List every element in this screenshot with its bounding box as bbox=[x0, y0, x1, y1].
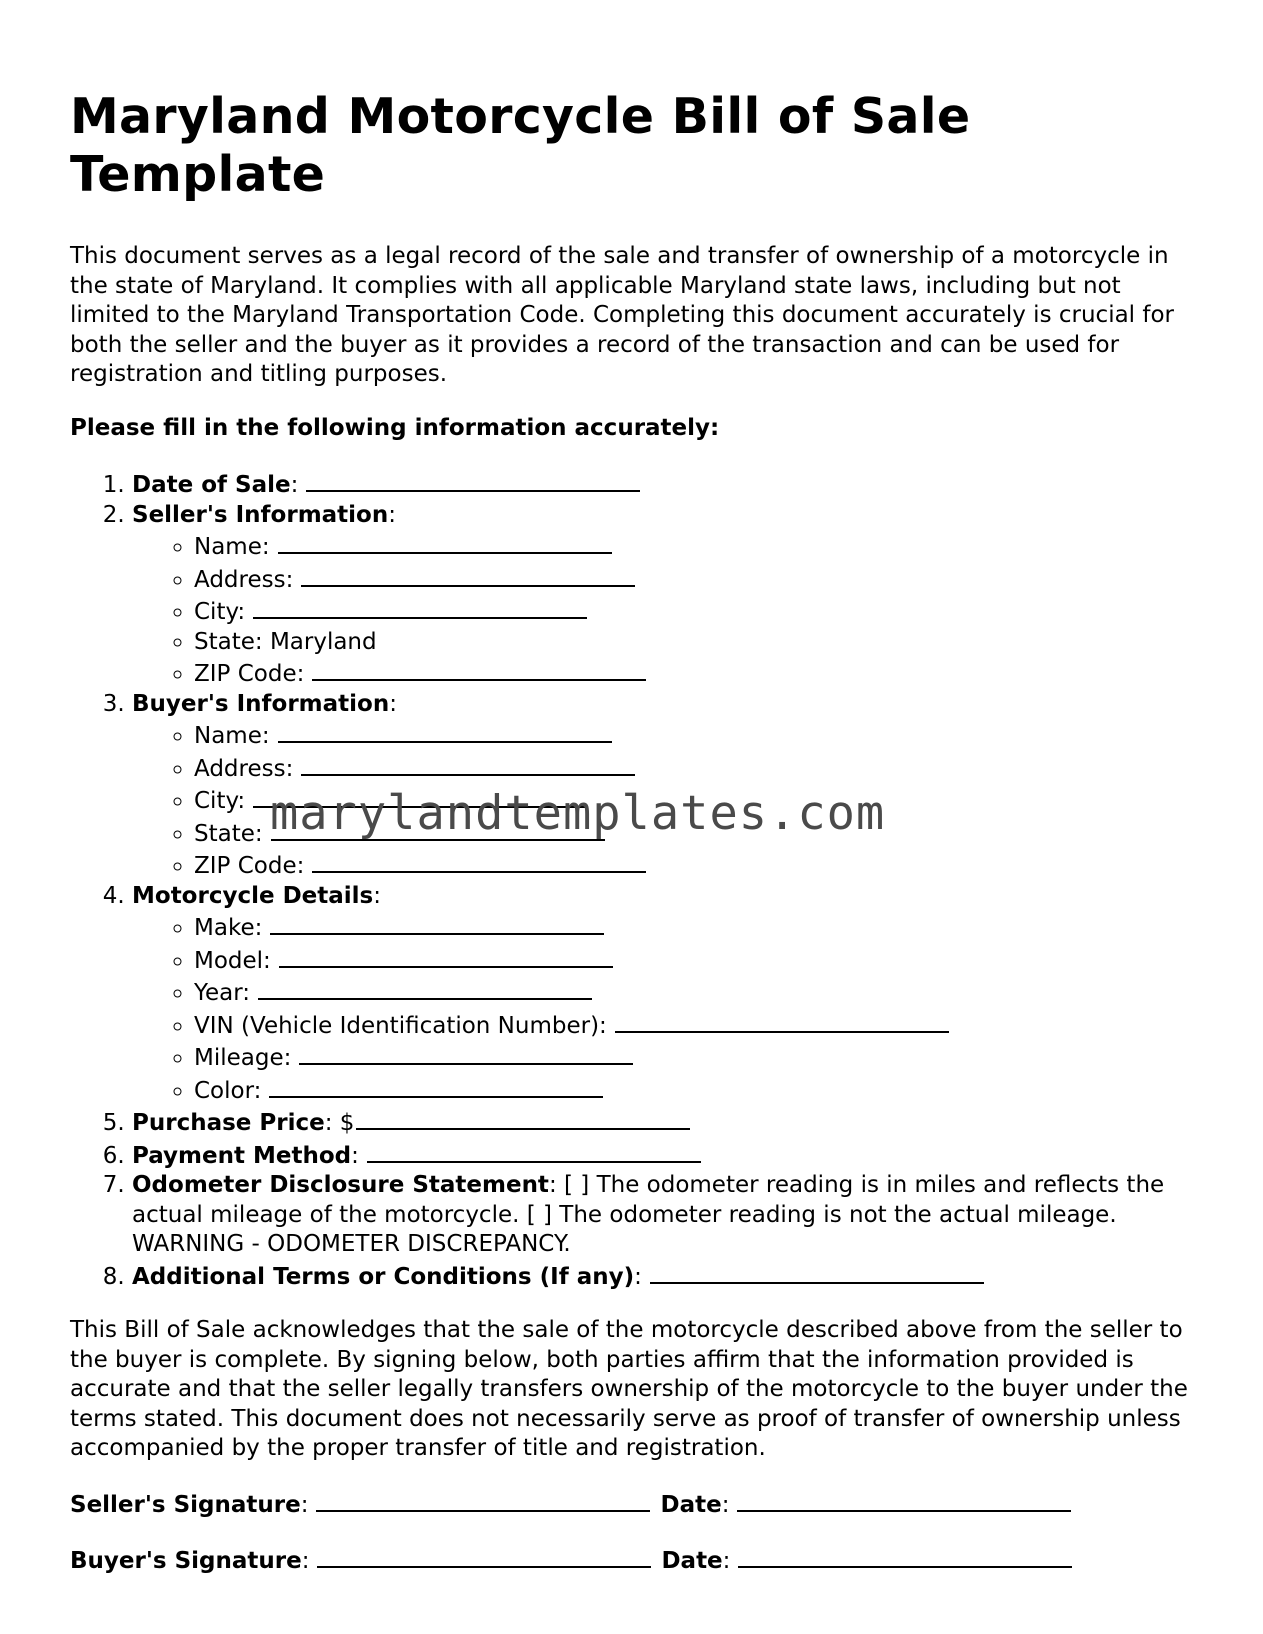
seller-address-item bbox=[194, 563, 1200, 596]
color-field[interactable] bbox=[269, 1074, 603, 1098]
buyer-state-label: State: bbox=[194, 820, 263, 847]
seller-city-field[interactable] bbox=[253, 595, 587, 619]
make-label: Make: bbox=[194, 915, 263, 941]
seller-zip-item bbox=[194, 657, 1200, 690]
purchase-price-field[interactable] bbox=[356, 1106, 690, 1130]
seller-signature-row: Seller's Signature: Date: bbox=[70, 1488, 1200, 1521]
seller-city-label: City: bbox=[194, 599, 246, 625]
page-title: Maryland Motorcycle Bill of Sale Template bbox=[70, 88, 971, 203]
form-list bbox=[70, 468, 1200, 1292]
additional-terms-field[interactable] bbox=[650, 1260, 984, 1284]
seller-signature-label: Seller's Signature bbox=[70, 1491, 301, 1518]
buyer-address-field[interactable] bbox=[301, 752, 635, 776]
buyer-date-field[interactable] bbox=[738, 1544, 1072, 1568]
list-item-buyer-info: 3. Buyer's Information: ◦ Name: ◦ Address: ◦ City: ◦ State: ◦ ZIP Code: bbox=[132, 690, 1200, 882]
vin-field[interactable] bbox=[615, 1009, 949, 1033]
payment-method-label: Payment Method bbox=[132, 1142, 352, 1169]
additional-terms-label: Additional Terms or Conditions (If any) bbox=[132, 1263, 635, 1290]
seller-address-field[interactable] bbox=[301, 563, 635, 587]
seller-city-item bbox=[194, 595, 1200, 628]
mileage-label: Mileage: bbox=[194, 1045, 292, 1071]
buyer-city-label: City: bbox=[194, 788, 246, 814]
watermark-text: marylandtemplates.com bbox=[270, 786, 886, 841]
buyer-zip-label: ZIP Code: bbox=[194, 853, 305, 879]
vin-item bbox=[194, 1009, 1200, 1042]
seller-name-field[interactable] bbox=[278, 530, 612, 554]
seller-name-label: Name: bbox=[194, 534, 270, 560]
buyer-date-label: Date bbox=[661, 1548, 723, 1574]
buyer-name-field[interactable] bbox=[278, 719, 612, 743]
seller-name-item bbox=[194, 530, 1200, 563]
seller-info-list bbox=[132, 530, 1200, 690]
seller-zip-field[interactable] bbox=[312, 657, 646, 681]
seller-state-label: State: Maryland bbox=[194, 628, 377, 655]
model-item bbox=[194, 944, 1200, 977]
seller-date-field[interactable] bbox=[737, 1488, 1071, 1512]
buyer-address-item bbox=[194, 752, 1200, 785]
payment-method-field[interactable] bbox=[367, 1139, 701, 1163]
buyer-signature-row: Buyer's Signature: Date: bbox=[70, 1544, 1200, 1577]
color-item bbox=[194, 1074, 1200, 1107]
vin-label: VIN (Vehicle Identification Number): bbox=[194, 1012, 607, 1039]
mileage-item bbox=[194, 1041, 1200, 1074]
list-item-motorcycle-details: 4. Motorcycle Details: ◦ Make: ◦ Model: ◦ Year: ◦ VIN (Vehicle Identification Number): ◦ Mileage: ◦ Color: bbox=[132, 882, 1200, 1107]
date-of-sale-label: Date of Sale bbox=[132, 472, 291, 498]
model-label: Model: bbox=[194, 947, 271, 974]
mileage-field[interactable] bbox=[299, 1041, 633, 1065]
list-item-payment-method: 6. Payment Method: bbox=[132, 1139, 1200, 1172]
seller-date-label: Date bbox=[660, 1491, 722, 1518]
year-label: Year: bbox=[194, 980, 251, 1006]
buyer-zip-item bbox=[194, 849, 1200, 882]
currency-symbol: $ bbox=[339, 1110, 355, 1136]
make-item bbox=[194, 911, 1200, 944]
list-item-date-of-sale: 1. Date of Sale: bbox=[132, 468, 1200, 501]
list-item-purchase-price: 5. Purchase Price: $ bbox=[132, 1106, 1200, 1139]
seller-signature-field[interactable] bbox=[316, 1488, 650, 1512]
model-field[interactable] bbox=[279, 944, 613, 968]
color-label: Color: bbox=[194, 1077, 262, 1104]
date-of-sale-field[interactable] bbox=[306, 468, 640, 492]
motorcycle-details-list bbox=[132, 911, 1200, 1106]
seller-zip-label: ZIP Code: bbox=[194, 661, 305, 687]
year-item bbox=[194, 976, 1200, 1009]
instruction-heading: Please fill in the following information accurately: bbox=[70, 414, 720, 441]
odometer-statement: [ ] The odometer reading is in miles and reflects the actual mileage of the motorcycle. [ ] The odometer reading is not the actual mileage. WARNING - ODOMETER DISCREPANCY. bbox=[132, 1172, 1165, 1257]
year-field[interactable] bbox=[258, 976, 592, 1000]
intro-paragraph: This document serves as a legal record of the sale and transfer of ownership of a motorcycle in the state of Maryland. It complies with all applicable Maryland state laws, including but not limited to the Maryland Transportation Code. Completing this document accurately is crucial for both the seller and the buyer as it provides a record of the transaction and can be used for registration and titling purposes. bbox=[70, 243, 1174, 387]
buyer-signature-field[interactable] bbox=[317, 1544, 651, 1568]
list-item-additional-terms: 8. Additional Terms or Conditions (If any): bbox=[132, 1260, 1200, 1293]
outro-paragraph: This Bill of Sale acknowledges that the sale of the motorcycle described above from the seller to the buyer is complete. By signing below, both parties affirm that the information provided is accurate and that the seller legally transfers ownership of the motorcycle to the buyer under the terms stated. This document does not necessarily serve as proof of transfer of ownership unless accompanied by the proper transfer of title and registration. bbox=[70, 1317, 1188, 1461]
buyer-signature-label: Buyer's Signature bbox=[70, 1548, 302, 1574]
buyer-address-label: Address: bbox=[194, 755, 294, 782]
buyer-name-label: Name: bbox=[194, 723, 270, 749]
buyer-zip-field[interactable] bbox=[312, 849, 646, 873]
buyer-info-label: Buyer's Information bbox=[132, 690, 390, 717]
seller-address-label: Address: bbox=[194, 566, 294, 593]
seller-state-item bbox=[194, 628, 1200, 658]
list-item-seller-info: 2. Seller's Information: ◦ Name: ◦ Address: ◦ City: ◦ State: Maryland ◦ ZIP Code: bbox=[132, 501, 1200, 690]
seller-info-label: Seller's Information bbox=[132, 501, 389, 528]
motorcycle-details-label: Motorcycle Details bbox=[132, 882, 374, 909]
purchase-price-label: Purchase Price bbox=[132, 1110, 325, 1136]
odometer-label: Odometer Disclosure Statement bbox=[132, 1172, 549, 1198]
make-field[interactable] bbox=[270, 911, 604, 935]
buyer-name-item bbox=[194, 719, 1200, 752]
list-item-odometer: 7. Odometer Disclosure Statement: [ ] The odometer reading is in miles and reflects the actual mileage of the motorcycle. [ ] The odometer reading is not the actual mileage. WARNING - ODOMETER DISCREPANCY. bbox=[132, 1171, 1200, 1260]
